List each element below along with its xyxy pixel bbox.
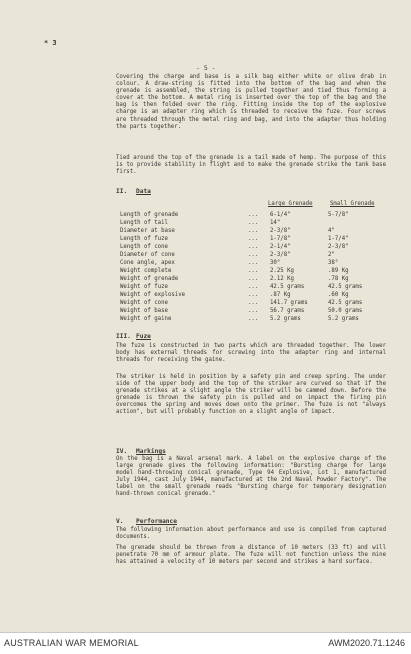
section-title: Data [136, 188, 151, 195]
row-label: Length of tail [120, 220, 168, 226]
section-number: II. [116, 188, 128, 195]
row-dots: ... [248, 220, 259, 226]
footer-accession-number: AWM2020.71.1246 [328, 638, 405, 648]
row-dots: ... [248, 292, 259, 298]
paragraph-markings: On the bag is a Naval arsenal mark. A label on the explosive charge of the large grenade gives the following information: "Bursting charge for large model hand-throwing conical grenade, Type 94 Explosive, Lot 1, manufactured July 1944, cast July 1944, manufactured at the 2nd Naval Powder Factory". The label on the small grenade reads "Bursting charge for temporary designation hand-thrown conical grenade." [116, 456, 386, 498]
section-title: Fuze [136, 333, 151, 340]
table-row [120, 276, 400, 283]
row-small-value: .78 Kg [328, 276, 349, 282]
row-large-value: 141.7 grams [270, 300, 308, 306]
row-large-value: 30° [270, 260, 281, 266]
row-label: Length of cone [120, 244, 168, 250]
row-small-value: 50.0 grams [328, 308, 363, 314]
row-small-value: 5.2 grams [328, 316, 359, 322]
row-label: Length of grenade [120, 212, 179, 218]
paragraph-striker: The striker is held in position by a safety pin and creep spring. The under side of the upper body and the top of the striker are curved so that if the grenade strikes at a slight angle the striker will be cammed down. Before the grenade is thrown the safety pin is pulled and on impact the firing pin overcomes the spring and moves down onto the primer. The fuze is not "always action", but will probably function on a slight angle of impact. [116, 374, 386, 416]
table-row [120, 252, 400, 259]
row-label: Diameter of cone [120, 252, 175, 258]
table-row [120, 300, 400, 307]
paragraph-fuze-construction: The fuze is constructed in two parts which are threaded together. The lower body has external threads for screwing into the adapter ring and internal threads for receiving the gaine. [116, 343, 386, 364]
page-number: - 5 - [196, 64, 216, 72]
row-label: Length of fuze [120, 236, 168, 242]
table-row [120, 316, 400, 323]
column-header-small: Small Grenade [330, 201, 375, 207]
row-small-value: 5-7/8" [328, 212, 349, 218]
row-large-value: 2-3/8" [270, 228, 291, 234]
table-row [120, 212, 400, 219]
row-large-value: 2.12 Kg [270, 276, 294, 282]
table-row [120, 284, 400, 291]
row-large-value: 2-1/4" [270, 244, 291, 250]
footer-institution: AUSTRALIAN WAR MEMORIAL [4, 638, 139, 648]
row-label: Diameter at base [120, 228, 175, 234]
paragraph-tail: Tied around the top of the grenade is a tail made of hemp. The purpose of this is to provide stability in flight and to make the grenade strike the tank base first. [116, 155, 386, 176]
row-dots: ... [248, 308, 259, 314]
table-row [120, 268, 400, 275]
row-dots: ... [248, 236, 259, 242]
row-large-value: .87 Kg [270, 292, 291, 298]
row-small-value: 2" [328, 252, 335, 258]
table-row [120, 308, 400, 315]
row-dots: ... [248, 244, 259, 250]
row-label: Weight of base [120, 308, 168, 314]
row-large-value: 2-3/8" [270, 252, 291, 258]
row-dots: ... [248, 300, 259, 306]
table-row [120, 292, 400, 299]
row-large-value: 1-7/8" [270, 236, 291, 242]
row-small-value: 1-7/4" [328, 236, 349, 242]
paragraph-performance-details: The grenade should be thrown from a distance of 10 meters (33 ft) and will penetrate 70 mm of armour plate. The fuze will not function unless the mine has attained a velocity of 10 meters per second and strikes a hard surface. [116, 545, 386, 566]
row-small-value: 2-3/8" [328, 244, 349, 250]
row-label: Cone angle, apex [120, 260, 175, 266]
row-dots: ... [248, 228, 259, 234]
row-large-value: 6-1/4" [270, 212, 291, 218]
handwritten-ref-mark: * 3 [44, 39, 57, 47]
row-small-value: 4" [328, 228, 335, 234]
table-row [120, 228, 400, 235]
table-row [120, 220, 400, 227]
archive-footer [0, 632, 411, 654]
table-row [120, 260, 400, 267]
row-dots: ... [248, 284, 259, 290]
row-small-value: .60 Kg [328, 292, 349, 298]
row-small-value: .89 Kg [328, 268, 349, 274]
column-header-large: Large Grenade [268, 201, 313, 207]
row-dots: ... [248, 268, 259, 274]
row-large-value: 42.5 grams [270, 284, 305, 290]
section-title: Performance [136, 518, 177, 525]
row-small-value: 42.5 grams [328, 300, 363, 306]
section-title: Markings [136, 448, 166, 455]
row-label: Weight of gaine [120, 316, 172, 322]
table-row [120, 236, 400, 243]
row-label: Weight of explosive [120, 292, 186, 298]
row-small-value: 42.5 grams [328, 284, 363, 290]
row-large-value: 2.25 Kg [270, 268, 294, 274]
row-dots: ... [248, 252, 259, 258]
row-label: Weight complete [120, 268, 172, 274]
row-dots: ... [248, 276, 259, 282]
section-number: V. [116, 518, 124, 525]
section-heading-performance [116, 518, 177, 525]
row-small-value: 38° [328, 260, 339, 266]
row-large-value: 56.7 grams [270, 308, 305, 314]
section-heading-data [116, 188, 151, 195]
row-dots: ... [248, 316, 259, 322]
row-label: Weight of cone [120, 300, 168, 306]
row-dots: ... [248, 212, 259, 218]
row-dots: ... [248, 260, 259, 266]
row-large-value: 14" [270, 220, 281, 226]
table-row [120, 244, 400, 251]
section-heading-fuze [116, 333, 151, 340]
section-number: IV. [116, 448, 128, 455]
section-number: III. [116, 333, 131, 340]
row-label: Weight of grenade [120, 276, 179, 282]
paragraph-performance-intro: The following information about performance and use is compiled from captured documents. [116, 527, 386, 541]
section-heading-markings [116, 448, 166, 455]
paragraph-silk-bag: Covering the charge and base is a silk bag either white or olive drab in colour. A draw-string is fitted into the bottom of the bag and when the grenade is assembled, the string is pulled together and tied thus forming a cover at the bottom. A metal ring is inserted over the top of the bag and the bag is then folded over the ring. Fitting inside the top of the explosive charge is an adapter ring which is threaded to receive the fuze. Four screws are threaded through the metal ring and bag, and into the adapter thus holding the parts together. [116, 74, 386, 130]
row-large-value: 5.2 grams [270, 316, 301, 322]
row-label: Weight of fuze [120, 284, 168, 290]
